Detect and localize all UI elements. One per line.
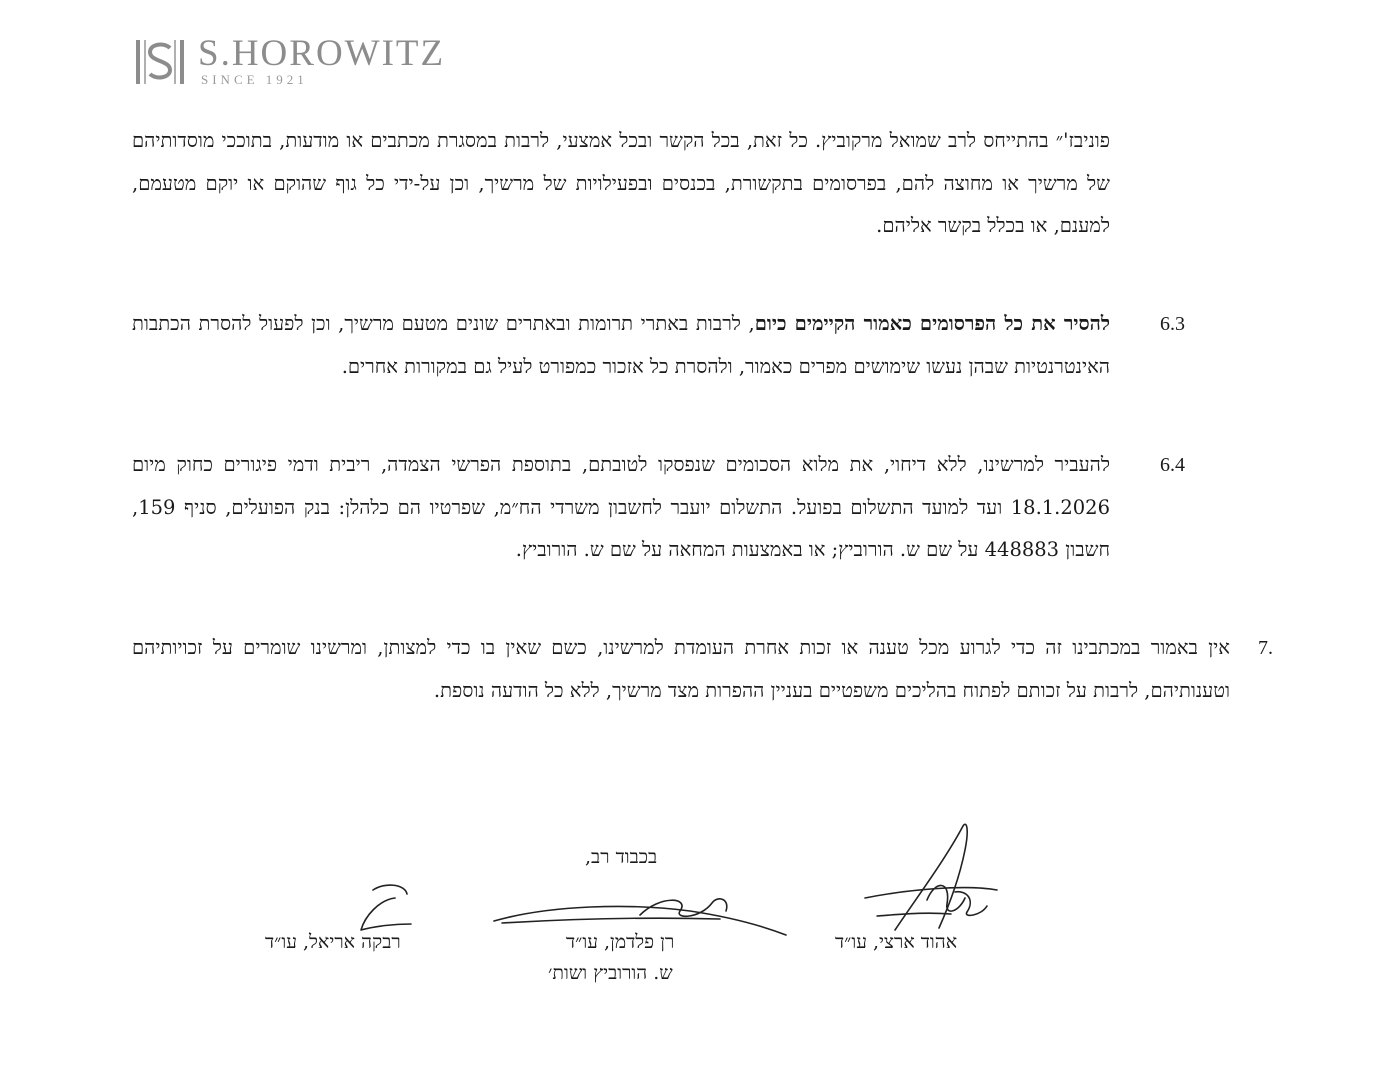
section-text: אין באמור במכתבינו זה כדי לגרוע מכל טענה או זכות אחרת העומדת למרשינו, כשם שאין בו כדי למצותן, ומרשינו שומרים על זכויותיהם וטענותיהם, לרבות על זכותם לפתוח בהליכים משפטיים בעניין ההפרות מצד מרשיך, ללא כל הודעה נוספת. — [132, 636, 1230, 702]
firm-logo — [134, 34, 514, 94]
signature-1-image — [855, 820, 1015, 935]
firm-logo-name: S.HOROWITZ — [198, 33, 446, 74]
signatory-name: אהוד ארצי, עו״ד — [835, 931, 958, 953]
signatory-name: רן פלדמן, עו״ד — [566, 931, 675, 953]
paragraph-continuation — [132, 120, 1110, 248]
clause-text: להעביר למרשינו, ללא דיחוי, את מלוא הסכומים שנפסקו לטובתם, בתוספת הפרשי הצמדה, ריבית ודמי פיגורים כחוק מיום 18.1.2026 ועד למועד התשלום בפועל. התשלום יועבר לחשבון משרדי הח״מ, שפרטיו הם כלהלן: בנק הפועלים, סניף 159, חשבון 448883 על שם ש. הורוביץ; או באמצעות המחאה על שם ש. הורוביץ. — [132, 453, 1110, 561]
clause-text: , לרבות באתרי תרומות ובאתרים שונים מטעם מרשיך, וכן לפעול להסרת הכתבות האינטרנטיות שבהן נעשו שימושים מפרים כאמור, ולהסרת כל אזכור כמפורט לעיל גם במקורות אחרים. — [132, 312, 1110, 378]
clause-6-4 — [132, 444, 1110, 572]
clause-number: 6.4 — [1160, 454, 1185, 476]
closing-greeting: בכבוד רב, — [585, 846, 658, 868]
clause-number: 6.3 — [1160, 313, 1185, 335]
firm-logo-since: SINCE 1921 — [201, 72, 308, 87]
firm-name: ש. הורוביץ ושות׳ — [548, 962, 673, 984]
clause-6-3 — [132, 303, 1110, 388]
clause-bold-text: להסיר את כל הפרסומים כאמור הקיימים כיום — [754, 312, 1110, 335]
signature-3-image — [355, 880, 425, 936]
section-7 — [132, 627, 1230, 712]
paragraph-text: פוניבז'״ בהתייחס לרב שמואל מרקוביץ. כל זאת, בכל הקשר ובכל אמצעי, לרבות במסגרת מכתבים או מודעות, בתוככי מוסדותיהם של מרשיך או מחוצה להם, בפרסומים בתקשורת, בכנסים ובפעילויות של מרשיך, וכן על-ידי כל גוף שהוקם או יוקם מטעמם, למענם, או בכלל בקשר אליהם. — [132, 129, 1110, 237]
firm-monogram-icon — [134, 36, 186, 88]
signatory-name: רבקה אריאל, עו״ד — [265, 931, 401, 953]
section-number: 7. — [1258, 637, 1273, 659]
